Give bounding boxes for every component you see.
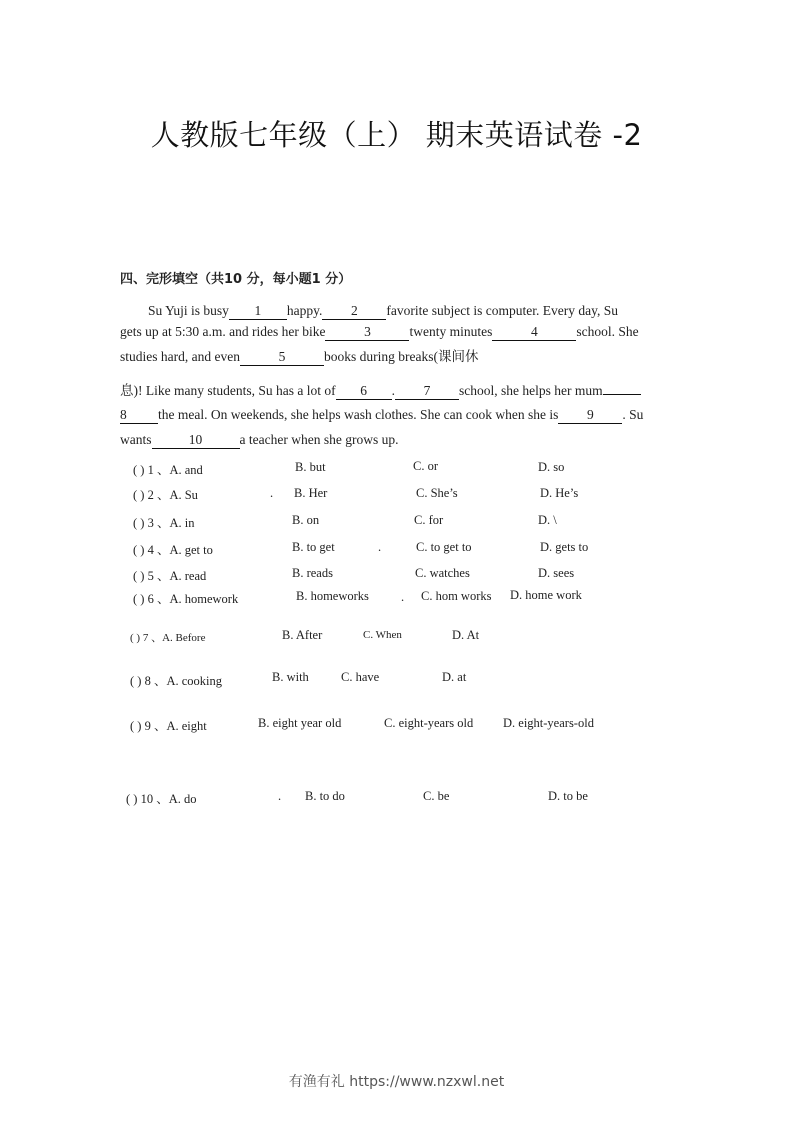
question-7-option-b[interactable]: B. After [282, 628, 323, 642]
question-10-option-b[interactable]: B. to do [305, 789, 345, 803]
question-3-option-d[interactable]: D. \ [538, 513, 557, 527]
question-1-option-b[interactable]: B. but [295, 460, 326, 474]
question-1-option-d[interactable]: D. so [538, 460, 565, 474]
passage-line-2: gets up at 5:30 a.m. and rides her bike 3 twenty minutes 4 school. She [120, 324, 639, 339]
stray-dot: . [378, 540, 382, 554]
passage-line-5: 8 the meal. On weekends, she helps wash clothes. She can cook when she is 9 . Su [120, 407, 644, 422]
question-8-option-b[interactable]: B. with [272, 670, 309, 684]
question-5-option-b[interactable]: B. reads [292, 566, 333, 580]
blank-8: 8 [120, 408, 158, 424]
question-10-option-d[interactable]: D. to be [548, 789, 588, 803]
question-2-option-b[interactable]: B. Her [294, 486, 328, 500]
question-5-option-d[interactable]: D. sees [538, 566, 575, 580]
passage-line-3: studies hard, and even 5 books during breaks(课间休 [120, 349, 479, 364]
passage-line-1: Su Yuji is busy 1 happy. 2 favorite subject is computer. Every day, Su [148, 303, 618, 318]
question-4-option-b[interactable]: B. to get [292, 540, 335, 554]
question-6-option-b[interactable]: B. homeworks [296, 589, 369, 603]
question-6-option-a[interactable]: ( ) 6 、A. homework [133, 592, 239, 606]
question-6-option-d[interactable]: D. home work [510, 588, 582, 602]
blank-9: 9 [558, 408, 622, 424]
question-7-option-a[interactable]: ( ) 7 、A. Before [130, 632, 206, 644]
blank-5: 5 [240, 350, 324, 366]
question-7-option-d[interactable]: D. At [452, 628, 480, 642]
question-8-option-a[interactable]: ( ) 8 、A. cooking [130, 674, 222, 688]
question-9-option-b[interactable]: B. eight year old [258, 716, 342, 730]
question-4-option-d[interactable]: D. gets to [540, 540, 589, 554]
question-8-option-d[interactable]: D. at [442, 670, 467, 684]
blank-6: 6 [336, 384, 392, 400]
passage-line-4: 息)! Like many students, Su has a lot of 6 . 7 school, she helps her mum [120, 379, 641, 400]
question-5-option-a[interactable]: ( ) 5 、A. read [133, 569, 207, 583]
blank-1: 1 [229, 304, 287, 320]
passage-line-6: wants 10 a teacher when she grows up. [120, 432, 399, 447]
stray-dot: . [401, 590, 405, 604]
question-10-option-c[interactable]: C. be [423, 789, 450, 803]
blank-2: 2 [322, 304, 386, 320]
stray-dot: . [270, 486, 274, 500]
question-7-option-c[interactable]: C. When [363, 629, 402, 641]
question-4-option-a[interactable]: ( ) 4 、A. get to [133, 543, 213, 557]
question-9-option-c[interactable]: C. eight-years old [384, 716, 474, 730]
question-5-option-c[interactable]: C. watches [415, 566, 470, 580]
question-3-option-a[interactable]: ( ) 3 、A. in [133, 516, 195, 530]
blank-7: 7 [395, 384, 459, 400]
question-6-option-c[interactable]: C. hom works [421, 589, 492, 603]
page-title: 人教版七年级（上） 期末英语试卷 -2 [150, 118, 643, 152]
question-9-option-a[interactable]: ( ) 9 、A. eight [130, 719, 207, 733]
question-3-option-b[interactable]: B. on [292, 513, 320, 527]
question-2-option-a[interactable]: ( ) 2 、A. Su [133, 488, 198, 502]
question-1-option-a[interactable]: ( ) 1 、A. and [133, 463, 203, 477]
stray-dot: . [278, 789, 282, 803]
question-4-option-c[interactable]: C. to get to [416, 540, 472, 554]
question-3-option-c[interactable]: C. for [414, 513, 444, 527]
question-10-option-a[interactable]: ( ) 10 、A. do [126, 792, 197, 806]
footer-watermark: 有渔有礼 https://www.nzxwl.net [288, 1074, 505, 1090]
question-2-option-c[interactable]: C. She’s [416, 486, 458, 500]
question-8-option-c[interactable]: C. have [341, 670, 380, 684]
blank-10: 10 [152, 433, 240, 449]
section-heading: 四、完形填空（共10 分，每小题1 分） [120, 272, 352, 287]
question-2-option-d[interactable]: D. He’s [540, 486, 579, 500]
question-9-option-d[interactable]: D. eight-years-old [503, 716, 594, 730]
blank-4: 4 [492, 325, 576, 341]
question-1-option-c[interactable]: C. or [413, 459, 438, 473]
blank-3: 3 [325, 325, 409, 341]
